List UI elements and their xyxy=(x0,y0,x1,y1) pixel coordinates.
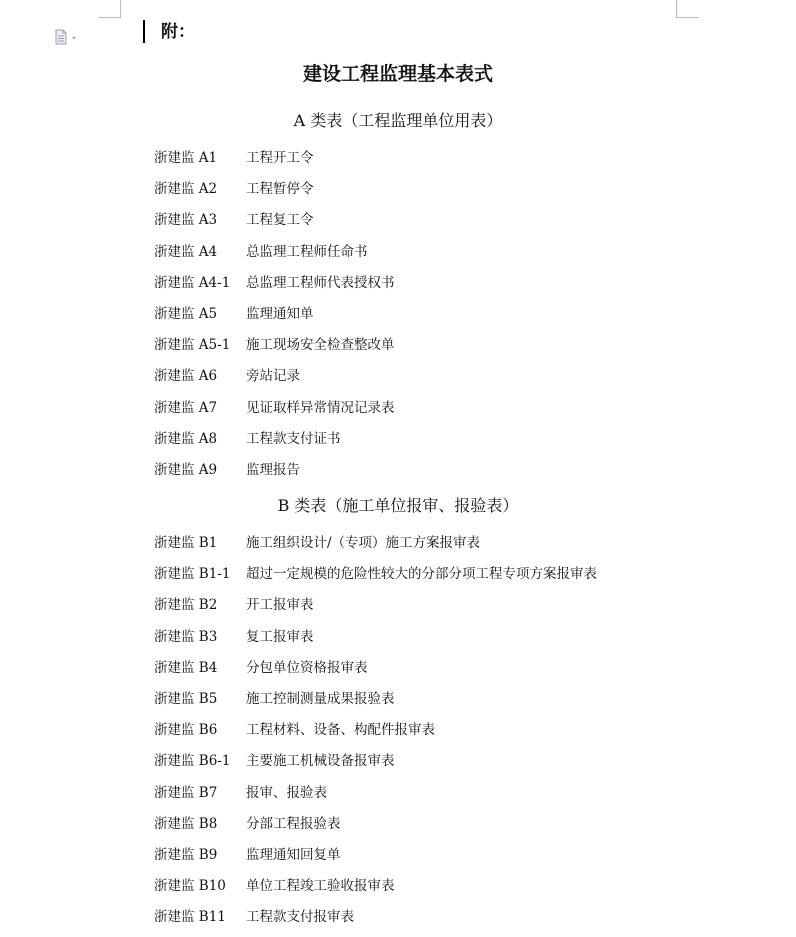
section-heading-b: B 类表（施工单位报审、报验表） xyxy=(277,496,519,515)
form-name: 旁站记录 xyxy=(246,368,300,385)
list-item xyxy=(154,875,597,906)
form-name: 超过一定规模的危险性较大的分部分项工程专项方案报审表 xyxy=(246,566,597,583)
form-code: 浙建监 A4-1 xyxy=(154,274,231,291)
form-code: 浙建监 A4 xyxy=(154,243,218,260)
form-name: 分包单位资格报审表 xyxy=(246,659,368,676)
form-name: 总监理工程师任命书 xyxy=(246,243,368,260)
form-code: 浙建监 A6 xyxy=(154,368,218,385)
list-item xyxy=(154,365,395,396)
form-list-a xyxy=(154,147,395,490)
form-name: 总监理工程师代表授权书 xyxy=(246,274,395,291)
document-title: 建设工程监理基本表式 xyxy=(302,63,493,85)
list-item xyxy=(154,782,597,813)
form-name: 监理报告 xyxy=(246,461,300,478)
form-code: 浙建监 B1-1 xyxy=(154,566,231,583)
form-name: 工程暂停令 xyxy=(246,181,314,198)
list-item xyxy=(154,813,597,844)
form-name: 工程复工令 xyxy=(246,212,314,229)
form-code: 浙建监 A8 xyxy=(154,430,218,447)
form-code: 浙建监 B6 xyxy=(154,722,218,739)
form-name: 分部工程报验表 xyxy=(246,815,341,832)
list-item xyxy=(154,397,395,428)
form-code: 浙建监 B11 xyxy=(154,909,226,926)
form-name: 见证取样异常情况记录表 xyxy=(246,399,395,416)
form-name: 施工组织设计/（专项）施工方案报审表 xyxy=(246,535,481,551)
list-item xyxy=(154,844,597,875)
form-code: 浙建监 B10 xyxy=(154,878,226,895)
form-code: 浙建监 B4 xyxy=(154,659,218,676)
form-name: 工程款支付报审表 xyxy=(246,909,354,926)
list-item xyxy=(154,719,597,750)
form-name: 监理通知单 xyxy=(246,305,314,322)
form-code: 浙建监 B7 xyxy=(154,784,218,801)
list-item xyxy=(154,272,395,303)
form-list-b xyxy=(154,532,597,937)
form-name: 工程材料、设备、构配件报审表 xyxy=(246,722,435,739)
list-item xyxy=(154,906,597,937)
text-cursor xyxy=(143,20,145,43)
form-code: 浙建监 A5 xyxy=(154,305,218,322)
form-code: 浙建监 B2 xyxy=(154,597,218,614)
list-item xyxy=(154,147,395,178)
form-name: 工程款支付证书 xyxy=(246,430,341,447)
page-corner-mark-left xyxy=(98,0,121,18)
list-item xyxy=(154,563,597,594)
form-code: 浙建监 B9 xyxy=(154,846,218,863)
form-name: 单位工程竣工验收报审表 xyxy=(246,878,395,895)
form-name: 报审、报验表 xyxy=(246,784,327,801)
form-name: 监理通知回复单 xyxy=(246,846,341,863)
form-code: 浙建监 A9 xyxy=(154,461,218,478)
form-code: 浙建监 A3 xyxy=(154,212,218,229)
form-code: 浙建监 B8 xyxy=(154,815,218,832)
section-heading-a: A 类表（工程监理单位用表） xyxy=(293,111,503,130)
list-item xyxy=(154,626,597,657)
list-item xyxy=(154,241,395,272)
list-item xyxy=(154,209,395,240)
form-code: 浙建监 B1 xyxy=(154,535,218,551)
form-code: 浙建监 A5-1 xyxy=(154,337,231,354)
page-corner-mark-right xyxy=(676,0,699,18)
list-item xyxy=(154,334,395,365)
list-item xyxy=(154,459,395,490)
form-code: 浙建监 A1 xyxy=(154,150,218,166)
form-name: 主要施工机械设备报审表 xyxy=(246,753,395,770)
form-name: 工程开工令 xyxy=(246,150,314,166)
form-name: 施工控制测量成果报验表 xyxy=(246,690,395,707)
attachment-label: 附： xyxy=(161,22,195,42)
list-item xyxy=(154,657,597,688)
list-item xyxy=(154,688,597,719)
list-item xyxy=(154,750,597,781)
list-item xyxy=(154,594,597,625)
form-code: 浙建监 B5 xyxy=(154,690,218,707)
form-code: 浙建监 B3 xyxy=(154,628,218,645)
list-item xyxy=(154,303,395,334)
form-code: 浙建监 A7 xyxy=(154,399,218,416)
list-item xyxy=(154,178,395,209)
form-name: 复工报审表 xyxy=(246,628,314,645)
form-name: 施工现场安全检查整改单 xyxy=(246,337,395,354)
form-code: 浙建监 B6-1 xyxy=(154,753,231,770)
list-item xyxy=(154,428,395,459)
list-item xyxy=(154,532,597,563)
document-icon[interactable] xyxy=(55,29,81,45)
form-name: 开工报审表 xyxy=(246,597,314,614)
form-code: 浙建监 A2 xyxy=(154,181,218,198)
